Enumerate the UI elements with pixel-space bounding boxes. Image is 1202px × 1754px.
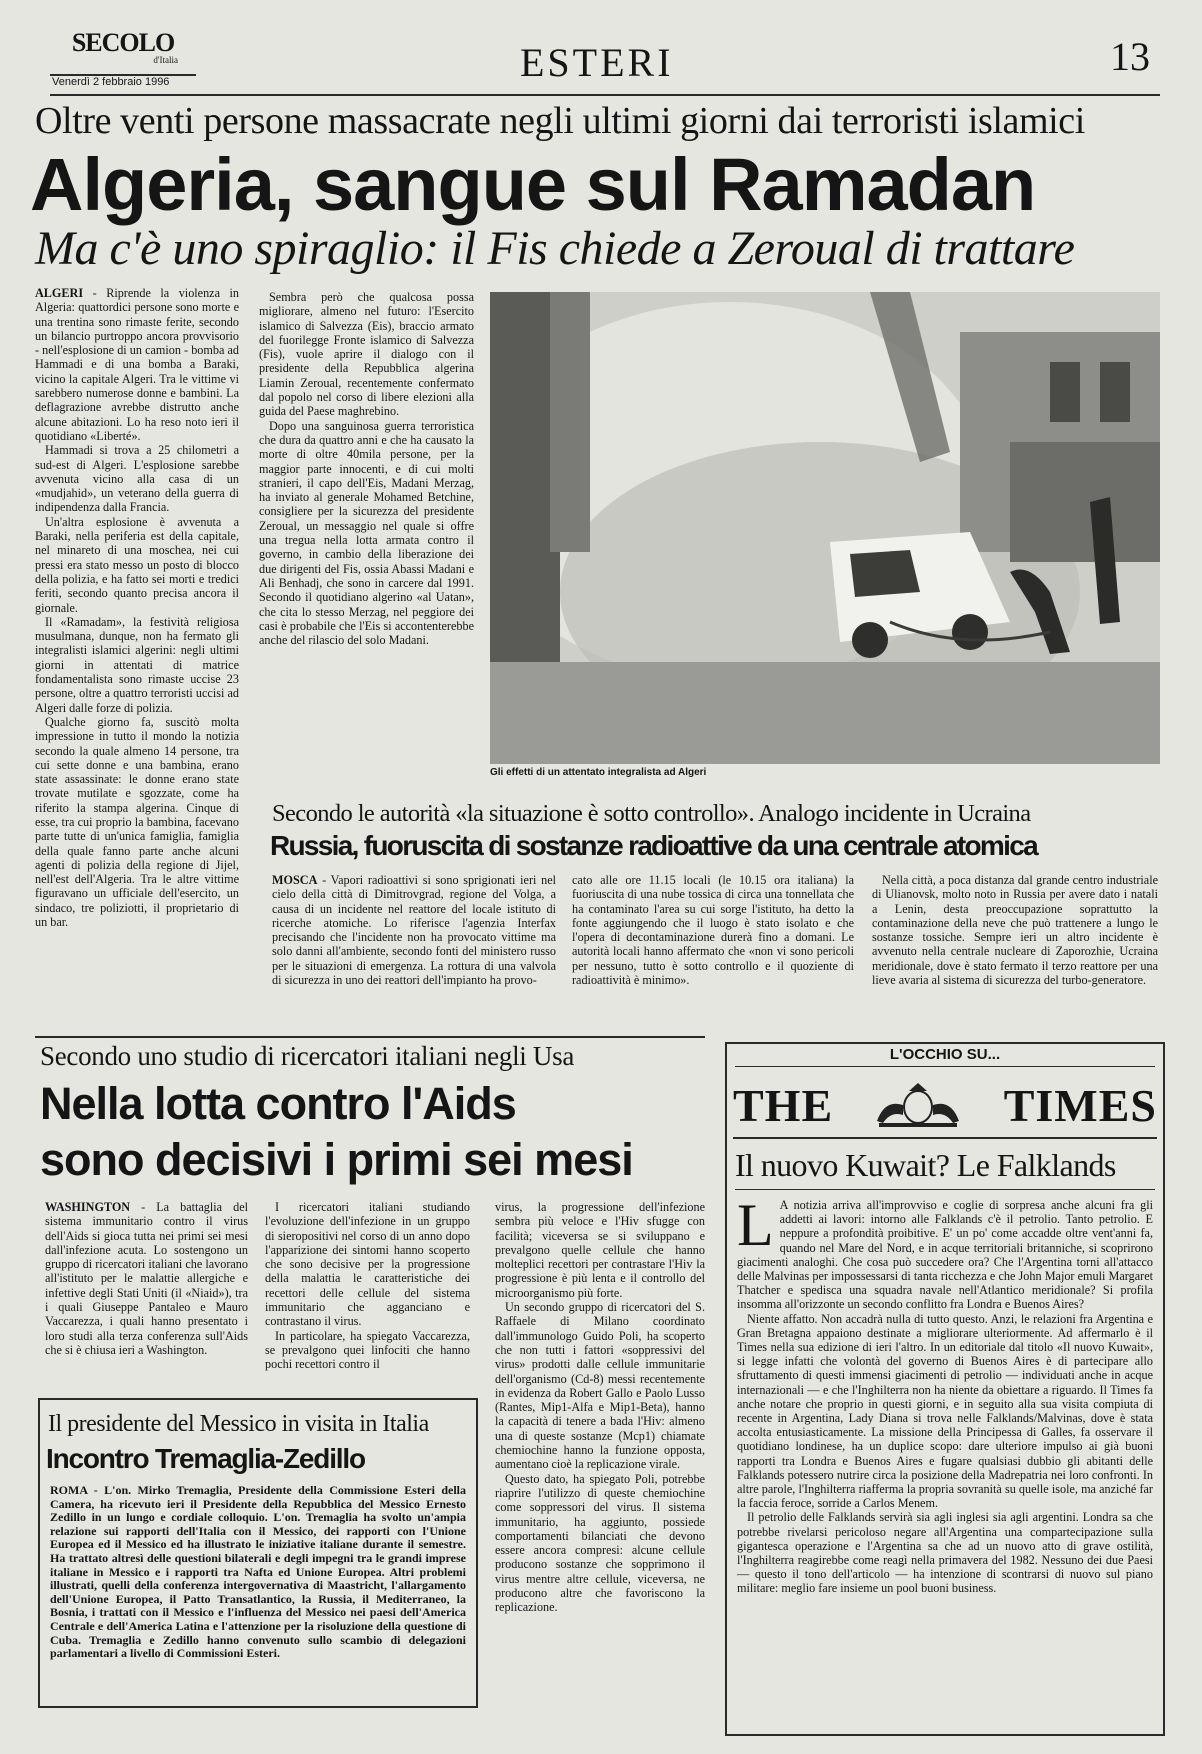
russia-headline: Russia, fuoruscita di sostanze radioattive da una centrale atomica xyxy=(270,830,1037,861)
aids-para: virus, la progressione dell'infezione sembra più veloce e l'Hiv sfugge con facilità; viceversa se si sviluppano e prevalgono quelle cellule che hanno molteplici recettori per contrastare l'Hiv la progressione è più lenta e il controllo del microorganismo più forte. xyxy=(495,1200,705,1300)
algeria-col-1 xyxy=(35,286,239,1020)
aids-kicker: Secondo uno studio di ricercatori italiani negli Usa xyxy=(40,1041,575,1071)
aids-top-rule xyxy=(35,1036,705,1038)
russia-para: cato alle ore 11.15 locali (le 10.15 ora italiana) la fuoriuscita di una nube tossica di circa una tonnellata che ha contaminato l'area su cui sorge l'istituto, ha detto la fonte aggiungendo che il luogo è stato isolato e che l'opera di decontaminazione durerà fino a domani. Le autorità locali hanno affermato che «non vi sono pericoli per nessuno, tutto è sotto controllo e il quoziente di radioattività è minimo». xyxy=(572,873,854,988)
masthead xyxy=(68,30,178,65)
algeria-para: Qualche giorno fa, suscitò molta impressione in tutto il mondo la notizia secondo la quale almeno 14 persone, tra cui sette donne e una bambina, erano state assassinate: le donne erano state trovate mutilate e sgozzate, come ha riferito la stampa algerina. Cinque di esse, tra cui proprio la bambina, facevano parte tutte di un'unica famiglia, famiglia della quale fanno parte anche alcuni agenti di polizia della regione di Jijel, nell'est dell'Algeria. Tra le altre vittime figuravano un ufficiale dell'esercito, un sindaco, tre poliziotti, il proprietario di un bar. xyxy=(35,714,239,930)
aids-col-3 xyxy=(495,1200,705,1730)
header-rule xyxy=(50,94,1160,96)
algeria-col-2 xyxy=(259,290,474,776)
times-headline-rule xyxy=(735,1189,1155,1190)
times-box xyxy=(725,1042,1165,1736)
times-para: Il petrolio delle Falklands servirà sia agli inglesi sia agli argentini. Londra sa che potrebbe rivelarsi pericoloso negare all'Argentina una compartecipazione sulla gigantesca operazione e l'Argentina sa che ad un nuovo atto di grave ostilità, l'Inghilterra reagirebbe come reagì nella primavera del 1982. Nessuno dei due Paesi — questo il tono dell'articolo — ha intenzione di scontrarsi di nuovo sul piano militare: meglio fare insieme un pool buoni business. xyxy=(737,1510,1153,1596)
photo-caption: Gli effetti di un attentato integralista ad Algeri xyxy=(490,767,707,778)
messico-headline: Incontro Tremaglia-Zedillo xyxy=(46,1443,365,1474)
algeria-para: Hammadi si trova a 25 chilometri a sud-est di Algeri. L'esplosione sarebbe avvenuta vicino alla casa di un «mudjahid», un veterano della guerra di indipendenza dalla Francia. xyxy=(35,443,239,515)
messico-dateline: ROMA xyxy=(50,1483,88,1497)
masthead-sub: d'Italia xyxy=(153,55,178,65)
times-body xyxy=(737,1192,1153,1596)
aids-col-1 xyxy=(45,1200,248,1400)
times-logo-the: THE xyxy=(733,1079,834,1131)
times-logo-times: TIMES xyxy=(1003,1079,1157,1131)
times-para: Niente affatto. Non accadrà nulla di tutto questo. Anzi, le relazioni fra Argentina e Gran Bretagna appaiono destinate a migliorare ulteriormente. Ad affermarlo è il Times nella sua edizione di ieri l'altro. In un editoriale dal titolo «Il nuovo Kuwait», si legge infatti che volontà del governo di Buenos Aires è di partecipare allo sfruttamento di questi immensi giacimenti di petrolio — individuati anche in acque internazionali — e che l'Inghilterra non ha niente da obiettare a riguardo. Il Times fa anche notare che proprio in questi giorni, e in seguito alla sua visita compiuta di recente in Argentina, Lady Diana si trova nelle Falklands/Malvinas, dove è stata accolta entusiasticamente. La missione della Principessa di Galles, fa osservare il quotidiano londinese, ha un duplice scopo: dare ulteriore impulso ai già buoni rapporti tra Londra e Buenos Aires e fugare qualsiasi dubbio gli abitanti delle Falklands potessero nutrire circa la posizione della Madrepatria nei loro confronti. In altre parole, l'Inghilterra riafferma la propria sovranità su quelle isole, ma anziché far la faccia feroce, sorride a Carlos Menem. xyxy=(737,1311,1153,1511)
photo-scene xyxy=(490,292,1160,764)
aids-para: Questo dato, ha spiegato Poli, potrebbe riaprire l'utilizzo di queste chemiochine come soppressori del virus. Il sistema immunitario, ha aggiunto, possiede comportamenti bilanciati che devono essere ancora compresi: alcune cellule producono sostanze che sopprimono il virus mentre altre cellule, viceversa, ne producono altre che favoriscono la replicazione. xyxy=(495,1471,705,1615)
algeria-para: Dopo una sanguinosa guerra terroristica che dura da quattro anni e che ha causato la morte di oltre 40mila persone, per la maggior parte innocenti, e di cui molti stranieri, il capo dell'Eis, Madani Merzag, ha inviato al generale Mohamed Betchine, consigliere per la sicurezza del presidente Zeroual, un messaggio nel quale si offre una tregua nella lotta armata contro il governo, in cambio della liberazione dei due dirigenti del Fis, ossia Abassi Madani e Ali Benhadj, che sono in carcere dal 1991. Secondo il quotidiano algerino «al Uatan», che cita lo stesso Merzag, nel peggiore dei casi è probabile che l'Eis si accontenterebbe anche del rilascio del solo Madani. xyxy=(259,418,474,648)
algeria-subhead: Ma c'è uno spiraglio: il Fis chiede a Zeroual di trattare xyxy=(35,222,1075,275)
page-number: 13 xyxy=(1110,34,1150,79)
times-headline: Il nuovo Kuwait? Le Falklands xyxy=(735,1147,1116,1183)
algeria-kicker: Oltre venti persone massacrate negli ultimi giorni dai terroristi islamici xyxy=(35,100,1085,142)
aids-para: Un secondo gruppo di ricercatori del S. Raffaele di Milano coordinato dall'immunologo Guido Poli, ha scoperto che non tutti i fattori «soppressivi del virus» prodotti dalle cellule immunitarie dell'organismo (Cd-8) messi recentemente in evidenza da Robert Gallo e Paolo Lusso (Rantes, Mip1-Alfa e Mip1-Beta), hanno la capacità di tenere a bada l'Hiv: almeno una di queste sostanze (Mcp1) chiamate chemiochine hanno la funzione opposta, aumentano cioè la replicazione virale. xyxy=(495,1300,705,1472)
algeria-photo xyxy=(490,292,1160,764)
algeria-headline: Algeria, sangue sul Ramadan xyxy=(30,143,1036,226)
issue-date: Venerdì 2 febbraio 1996 xyxy=(52,76,170,88)
russia-col-1 xyxy=(272,873,556,1019)
messico-body: ROMA - L'on. Mirko Tremaglia, Presidente della Commissione Esteri della Camera, ha ricevuto ieri il Presidente della Repubblica del Messico Ernesto Zedillo in un lungo e cordiale colloquio. L'on. Tremaglia ha svolto un'ampia relazione sui rapporti dell'Italia con il Messico, dei rapporti con l'Unione Europea ed il Messico ed ha illustrato le iniziative italiane durante il semestre. Ha trattato altresì delle questioni bilaterali e degli impegni tra le grandi imprese italiane in Messico e i rapporti tra Nafta ed Unione Europea. Altri problemi illustrati, quelli della conferenza intergovernativa di Maastricht, l'allargamento dell'Unione Europea, il Patto Transatlantico, la Russia, il Mediterraneo, la Bosnia, i trattati con il Messico e l'influenza del Messico nei paesi dell'America Centrale e dell'America Latina e l'attenzione per la risoluzione della questione di Cuba. Tremaglia e Zedillo hanno convenuto sullo scambio di delegazioni parlamentari a livello di Commissioni Esteri. xyxy=(50,1483,467,1661)
messico-kicker: Il presidente del Messico in visita in Italia xyxy=(48,1411,429,1437)
times-para: L A notizia arriva all'improvviso e coglie di sorpresa anche alcuni fra gli addetti ai lavori: intorno alle Falklands c'è il petrolio. Tanto petrolio. E neppure a profondità proibitive. E' un po' come accadde oltre vent'anni fa, quando nel Mare del Nord, e in acque territoriali britanniche, si scoprirono giacimenti analoghi. Che cosa può succedere ora? Che l'Argentina torni all'attacco delle Malvinas per impossessarsi di tanta ricchezza e che John Major emuli Margaret Thatcher e spedisca una squadra navale nell'Atlantico meridionale? Si profila insomma all'orizzonte un secondo conflitto fra Londra e Buenos Aires? xyxy=(737,1192,1153,1312)
russia-para: MOSCA - Vapori radioattivi si sono sprigionati ieri nel cielo della città di Dimitrovgrad, regione del Volga, a causa di un incidente nel reattore del locale istituto di ricerche atomiche. Lo riferisce l'agenzia Interfax precisando che l'incidente non ha provocato vittime ma solo danni all'ambiente, secondo fonti del ministero russo per le situazioni di emergenza. La rottura di una valvola di sicurezza in uno dei reattori dell'impianto ha provo- xyxy=(272,873,556,988)
crest-icon xyxy=(873,1081,963,1129)
russia-dateline: MOSCA xyxy=(272,873,318,887)
aids-para: I ricercatori italiani studiando l'evoluzione dell'infezione in un gruppo di sieropositivi nel corso di un anno dopo l'apparizione dei sintomi hanno scoperto che sono decisive per la progressione della malattia le caratteristiche dei recettori delle cellule del sistema immunitario che agganciano e contrastano il virus. xyxy=(265,1200,470,1329)
times-box-title: L'OCCHIO SU... xyxy=(735,1044,1155,1067)
russia-col-3 xyxy=(872,873,1158,1019)
aids-dateline: WASHINGTON xyxy=(45,1200,131,1214)
masthead-logo: SECOLO xyxy=(71,28,175,57)
algeria-para: Il «Ramadam», la festività religiosa musulmana, dunque, non ha fermato gli integralisti islamici algerini: negli ultimi giorni in attentati di matrice fondamentalista sono rimaste uccise 23 persone, oltre a quattro terroristi uccisi ad Algeri dalle forze di polizia. xyxy=(35,614,239,715)
russia-col-2 xyxy=(572,873,854,1019)
times-logo xyxy=(733,1073,1157,1139)
algeria-para: ALGERI - Riprende la violenza in Algeria: quattordici persone sono morte e una trentina sono rimaste ferite, secondo un bilancio purtroppo ancora provvisorio - nell'esplosione di un camion - bomba ad Hammadi e di una bomba a Baraki, vicino la capitale Algeri. Tra le vittime vi sarebbero numerose donne e bambini. La deflagrazione avrebbe distrutto anche alcune abitazioni. Lo ha reso noto ieri il quotidiano «Liberté». xyxy=(35,286,239,443)
times-dropcap: L xyxy=(737,1192,774,1258)
aids-headline-line-1: Nella lotta contro l'Aids xyxy=(40,1078,516,1129)
algeria-para: Sembra però che qualcosa possa migliorare, almeno nel futuro: l'Esercito islamico di Salvezza (Eis), braccio armato del fuorilegge Fronte islamico di Salvezza (Fis), vuole aprire il dialogo con il presidente della Repubblica algerina Liamin Zeroual, recentemente confermato dal popolo nel corso di libere elezioni alla guida del Paese maghrebino. xyxy=(259,290,474,419)
aids-para: In particolare, ha spiegato Vaccarezza, se prevalgono quei linfociti che hanno pochi recettori contro il xyxy=(265,1328,470,1372)
russia-kicker: Secondo le autorità «la situazione è sotto controllo». Analogo incidente in Ucraina xyxy=(272,800,1031,827)
aids-para: WASHINGTON - La battaglia del sistema immunitario contro il virus dell'Aids si gioca tutta nei primi sei mesi dall'infezione acuta. Lo sostengono un gruppo di ricercatori italiani che lavorano all'istituto per le malattie allergiche e infettive degli Stati Uniti (il «Niaid»), tra i quali Giuseppe Pantaleo e Mauro Vaccarezza, i quali hanno presentato i loro studi alla terza conferenza sull'Aids che si è chiusa ieri a Washington. xyxy=(45,1200,248,1357)
aids-col-2 xyxy=(265,1200,470,1400)
russia-para: Nella città, a poca distanza dal grande centro industriale di Ulianovsk, molto noto in Russia per avere dato i natali a Lenin, desta preoccupazione soprattutto la contaminazione della neve che può trattenere a lungo le sostanze tossiche. Sempre ieri un altro incidente è avvenuto nella centrale nucleare di Zaporozhie, Ucraina meridionale, dove è stato fermato il terzo reattore per una lieve avaria al sistema di sicurezza del turbo-generatore. xyxy=(872,873,1158,988)
section-title: ESTERI xyxy=(520,40,674,85)
messico-box xyxy=(38,1398,478,1708)
algeria-para: Un'altra esplosione è avvenuta a Baraki, nella periferia est della capitale, nel minareto di una moschea, nei cui pressi era stato messo un posto di blocco della polizia, e ha fatto sei morti e tredici feriti, secondo quanto precisa ancora il giornale. xyxy=(35,514,239,615)
algeria-dateline: ALGERI xyxy=(35,286,84,300)
aids-headline-line-2: sono decisivi i primi sei mesi xyxy=(40,1134,633,1185)
